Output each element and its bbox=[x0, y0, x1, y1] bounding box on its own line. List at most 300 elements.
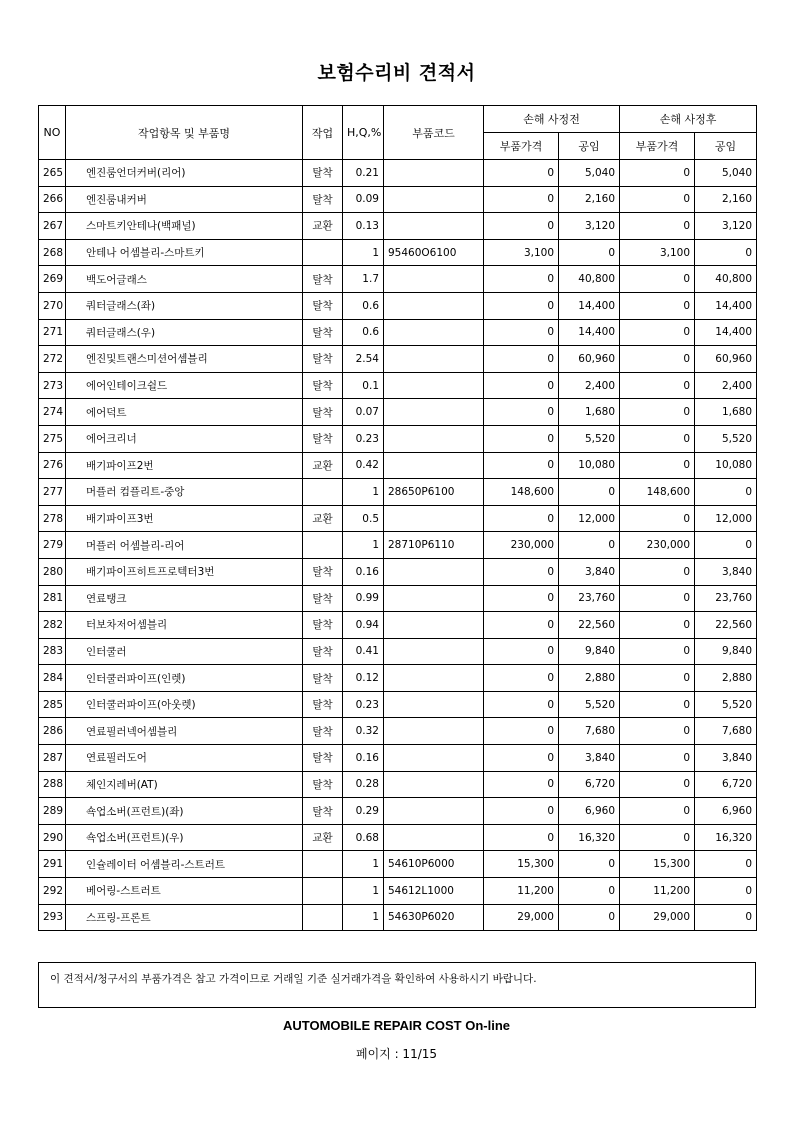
table-row bbox=[39, 904, 757, 931]
table-row bbox=[39, 532, 757, 559]
row-after-part-price: 0 bbox=[620, 425, 695, 452]
row-part-code bbox=[384, 824, 484, 851]
row-item-name: 인슐레이터 어셈블리-스트러트 bbox=[66, 851, 303, 878]
row-after-labor: 1,680 bbox=[695, 399, 757, 426]
row-part-code bbox=[384, 558, 484, 585]
row-no: 290 bbox=[39, 824, 66, 851]
table-row bbox=[39, 266, 757, 293]
row-hq: 1 bbox=[343, 851, 384, 878]
row-no: 267 bbox=[39, 213, 66, 240]
row-after-labor: 0 bbox=[695, 532, 757, 559]
header-after-labor: 공임 bbox=[695, 133, 757, 160]
row-work bbox=[303, 479, 343, 506]
header-work: 작업 bbox=[303, 106, 343, 160]
row-hq: 0.5 bbox=[343, 505, 384, 532]
row-item-name: 에어크리너 bbox=[66, 425, 303, 452]
row-hq: 0.23 bbox=[343, 425, 384, 452]
row-work: 탈착 bbox=[303, 186, 343, 213]
row-item-name: 인터쿨러파이프(아웃렛) bbox=[66, 691, 303, 718]
row-before-part-price: 230,000 bbox=[484, 532, 559, 559]
row-part-code bbox=[384, 798, 484, 825]
row-item-name: 배기파이프히트프로텍터3번 bbox=[66, 558, 303, 585]
table-row bbox=[39, 665, 757, 692]
row-no: 265 bbox=[39, 160, 66, 187]
table-row bbox=[39, 239, 757, 266]
estimate-table bbox=[38, 105, 757, 931]
row-before-labor: 0 bbox=[559, 239, 620, 266]
row-part-code bbox=[384, 452, 484, 479]
row-after-part-price: 0 bbox=[620, 745, 695, 772]
row-after-part-price: 3,100 bbox=[620, 239, 695, 266]
document-title: 보험수리비 견적서 bbox=[317, 62, 476, 84]
row-hq: 0.94 bbox=[343, 612, 384, 639]
row-before-labor: 0 bbox=[559, 878, 620, 905]
row-no: 287 bbox=[39, 745, 66, 772]
row-after-labor: 40,800 bbox=[695, 266, 757, 293]
row-hq: 0.07 bbox=[343, 399, 384, 426]
row-no: 286 bbox=[39, 718, 66, 745]
row-part-code: 28710P6110 bbox=[384, 532, 484, 559]
row-before-part-price: 15,300 bbox=[484, 851, 559, 878]
row-before-part-price: 0 bbox=[484, 452, 559, 479]
row-work: 탈착 bbox=[303, 771, 343, 798]
row-work bbox=[303, 904, 343, 931]
row-before-part-price: 0 bbox=[484, 505, 559, 532]
row-before-part-price: 11,200 bbox=[484, 878, 559, 905]
row-work: 탈착 bbox=[303, 319, 343, 346]
row-no: 289 bbox=[39, 798, 66, 825]
row-work: 교환 bbox=[303, 505, 343, 532]
row-item-name: 쇽업소버(프런트)(우) bbox=[66, 824, 303, 851]
row-hq: 0.12 bbox=[343, 665, 384, 692]
row-item-name: 인터쿨러파이프(인렛) bbox=[66, 665, 303, 692]
header-no: NO bbox=[39, 106, 66, 160]
row-before-part-price: 0 bbox=[484, 585, 559, 612]
row-part-code bbox=[384, 160, 484, 187]
row-after-part-price: 0 bbox=[620, 160, 695, 187]
row-no: 285 bbox=[39, 691, 66, 718]
page-number: 페이지 : 11/15 bbox=[355, 1047, 438, 1061]
row-hq: 0.42 bbox=[343, 452, 384, 479]
table-row bbox=[39, 425, 757, 452]
row-work bbox=[303, 532, 343, 559]
row-part-code bbox=[384, 425, 484, 452]
row-work: 탈착 bbox=[303, 346, 343, 373]
row-before-labor: 0 bbox=[559, 479, 620, 506]
row-item-name: 연료필러도어 bbox=[66, 745, 303, 772]
row-before-part-price: 0 bbox=[484, 213, 559, 240]
row-part-code bbox=[384, 213, 484, 240]
row-no: 280 bbox=[39, 558, 66, 585]
row-after-part-price: 0 bbox=[620, 638, 695, 665]
row-item-name: 스마트키안테나(백패널) bbox=[66, 213, 303, 240]
row-part-code bbox=[384, 346, 484, 373]
row-work: 탈착 bbox=[303, 691, 343, 718]
row-part-code bbox=[384, 691, 484, 718]
table-row bbox=[39, 585, 757, 612]
row-work: 탈착 bbox=[303, 612, 343, 639]
row-part-code: 54630P6020 bbox=[384, 904, 484, 931]
row-item-name: 머플러 컴플리트-중앙 bbox=[66, 479, 303, 506]
row-hq: 0.16 bbox=[343, 745, 384, 772]
row-hq: 1 bbox=[343, 878, 384, 905]
row-item-name: 엔진룸언더커버(리어) bbox=[66, 160, 303, 187]
row-after-labor: 0 bbox=[695, 851, 757, 878]
row-after-labor: 3,840 bbox=[695, 745, 757, 772]
header-before-labor: 공임 bbox=[559, 133, 620, 160]
row-hq: 0.29 bbox=[343, 798, 384, 825]
row-no: 276 bbox=[39, 452, 66, 479]
row-before-labor: 10,080 bbox=[559, 452, 620, 479]
row-part-code bbox=[384, 585, 484, 612]
row-no: 291 bbox=[39, 851, 66, 878]
row-after-part-price: 0 bbox=[620, 585, 695, 612]
row-before-part-price: 0 bbox=[484, 372, 559, 399]
row-item-name: 쿼터글래스(좌) bbox=[66, 292, 303, 319]
row-before-part-price: 0 bbox=[484, 771, 559, 798]
row-after-labor: 0 bbox=[695, 904, 757, 931]
row-after-part-price: 148,600 bbox=[620, 479, 695, 506]
row-part-code: 54612L1000 bbox=[384, 878, 484, 905]
row-no: 272 bbox=[39, 346, 66, 373]
row-work: 탈착 bbox=[303, 798, 343, 825]
row-before-part-price: 29,000 bbox=[484, 904, 559, 931]
row-after-labor: 10,080 bbox=[695, 452, 757, 479]
table-row bbox=[39, 745, 757, 772]
row-after-part-price: 0 bbox=[620, 452, 695, 479]
row-after-labor: 16,320 bbox=[695, 824, 757, 851]
row-after-labor: 22,560 bbox=[695, 612, 757, 639]
row-after-labor: 2,160 bbox=[695, 186, 757, 213]
row-part-code bbox=[384, 399, 484, 426]
row-item-name: 에어덕트 bbox=[66, 399, 303, 426]
row-item-name: 배기파이프3번 bbox=[66, 505, 303, 532]
row-before-part-price: 0 bbox=[484, 346, 559, 373]
table-row bbox=[39, 186, 757, 213]
header-hq: H,Q,% bbox=[343, 106, 384, 160]
row-work: 탈착 bbox=[303, 665, 343, 692]
row-before-labor: 5,520 bbox=[559, 691, 620, 718]
row-after-labor: 14,400 bbox=[695, 292, 757, 319]
row-before-labor: 0 bbox=[559, 851, 620, 878]
row-no: 275 bbox=[39, 425, 66, 452]
row-before-labor: 22,560 bbox=[559, 612, 620, 639]
row-before-labor: 5,520 bbox=[559, 425, 620, 452]
row-no: 270 bbox=[39, 292, 66, 319]
row-hq: 0.68 bbox=[343, 824, 384, 851]
table-row bbox=[39, 851, 757, 878]
row-after-labor: 6,720 bbox=[695, 771, 757, 798]
table-header bbox=[39, 106, 757, 160]
row-no: 284 bbox=[39, 665, 66, 692]
row-after-labor: 2,880 bbox=[695, 665, 757, 692]
row-before-part-price: 0 bbox=[484, 186, 559, 213]
row-no: 269 bbox=[39, 266, 66, 293]
row-no: 271 bbox=[39, 319, 66, 346]
row-hq: 0.09 bbox=[343, 186, 384, 213]
row-item-name: 연료필러넥어셈블리 bbox=[66, 718, 303, 745]
row-work: 탈착 bbox=[303, 266, 343, 293]
row-before-labor: 6,720 bbox=[559, 771, 620, 798]
table-row bbox=[39, 771, 757, 798]
row-before-part-price: 0 bbox=[484, 718, 559, 745]
row-no: 278 bbox=[39, 505, 66, 532]
row-item-name: 쇽업소버(프런트)(좌) bbox=[66, 798, 303, 825]
row-after-part-price: 0 bbox=[620, 612, 695, 639]
row-after-part-price: 0 bbox=[620, 771, 695, 798]
row-before-labor: 0 bbox=[559, 532, 620, 559]
row-after-labor: 14,400 bbox=[695, 319, 757, 346]
row-after-labor: 23,760 bbox=[695, 585, 757, 612]
row-item-name: 연료탱크 bbox=[66, 585, 303, 612]
row-before-labor: 12,000 bbox=[559, 505, 620, 532]
table-row bbox=[39, 612, 757, 639]
table-row bbox=[39, 399, 757, 426]
row-before-part-price: 0 bbox=[484, 745, 559, 772]
table-row bbox=[39, 213, 757, 240]
row-after-part-price: 15,300 bbox=[620, 851, 695, 878]
row-before-part-price: 0 bbox=[484, 665, 559, 692]
row-hq: 2.54 bbox=[343, 346, 384, 373]
row-after-labor: 6,960 bbox=[695, 798, 757, 825]
row-after-part-price: 11,200 bbox=[620, 878, 695, 905]
row-before-part-price: 0 bbox=[484, 638, 559, 665]
row-after-part-price: 0 bbox=[620, 186, 695, 213]
row-item-name: 쿼터글래스(우) bbox=[66, 319, 303, 346]
row-no: 281 bbox=[39, 585, 66, 612]
row-before-part-price: 0 bbox=[484, 824, 559, 851]
row-no: 279 bbox=[39, 532, 66, 559]
row-before-part-price: 3,100 bbox=[484, 239, 559, 266]
row-before-part-price: 0 bbox=[484, 399, 559, 426]
table-row bbox=[39, 558, 757, 585]
notice-text: 이 견적서/청구서의 부품가격은 참고 가격이므로 거래일 기준 실거래가격을 확인하여 사용하시기 바랍니다. bbox=[50, 973, 537, 985]
row-hq: 0.28 bbox=[343, 771, 384, 798]
row-item-name: 인터쿨러 bbox=[66, 638, 303, 665]
row-after-part-price: 0 bbox=[620, 824, 695, 851]
row-part-code: 54610P6000 bbox=[384, 851, 484, 878]
row-item-name: 배기파이프2번 bbox=[66, 452, 303, 479]
row-before-labor: 3,840 bbox=[559, 558, 620, 585]
row-hq: 0.1 bbox=[343, 372, 384, 399]
table-row bbox=[39, 319, 757, 346]
header-code: 부품코드 bbox=[384, 106, 484, 160]
row-after-labor: 2,400 bbox=[695, 372, 757, 399]
row-work bbox=[303, 878, 343, 905]
row-hq: 1 bbox=[343, 479, 384, 506]
row-before-part-price: 148,600 bbox=[484, 479, 559, 506]
row-before-labor: 6,960 bbox=[559, 798, 620, 825]
row-item-name: 엔진및트랜스미션어셈블리 bbox=[66, 346, 303, 373]
row-no: 268 bbox=[39, 239, 66, 266]
row-work: 탈착 bbox=[303, 425, 343, 452]
row-item-name: 베어링-스트러트 bbox=[66, 878, 303, 905]
row-part-code bbox=[384, 292, 484, 319]
row-after-labor: 3,840 bbox=[695, 558, 757, 585]
row-after-part-price: 0 bbox=[620, 372, 695, 399]
row-before-labor: 14,400 bbox=[559, 319, 620, 346]
row-before-labor: 14,400 bbox=[559, 292, 620, 319]
row-item-name: 백도어글래스 bbox=[66, 266, 303, 293]
row-before-part-price: 0 bbox=[484, 798, 559, 825]
header-item: 작업항목 및 부품명 bbox=[66, 106, 303, 160]
row-before-labor: 2,160 bbox=[559, 186, 620, 213]
notice-box bbox=[38, 962, 756, 1008]
row-hq: 0.21 bbox=[343, 160, 384, 187]
row-work: 교환 bbox=[303, 452, 343, 479]
row-part-code bbox=[384, 745, 484, 772]
header-after: 손해 사정후 bbox=[620, 106, 757, 133]
row-work: 탈착 bbox=[303, 399, 343, 426]
row-after-labor: 12,000 bbox=[695, 505, 757, 532]
table-row bbox=[39, 452, 757, 479]
row-work: 탈착 bbox=[303, 160, 343, 187]
row-before-labor: 1,680 bbox=[559, 399, 620, 426]
footer-brand: AUTOMOBILE REPAIR COST On-line bbox=[282, 1018, 511, 1033]
row-item-name: 엔진룸내커버 bbox=[66, 186, 303, 213]
row-part-code bbox=[384, 266, 484, 293]
row-work bbox=[303, 239, 343, 266]
row-before-labor: 40,800 bbox=[559, 266, 620, 293]
row-part-code bbox=[384, 372, 484, 399]
table-row bbox=[39, 718, 757, 745]
row-no: 266 bbox=[39, 186, 66, 213]
row-after-labor: 0 bbox=[695, 878, 757, 905]
row-after-labor: 5,520 bbox=[695, 425, 757, 452]
row-part-code bbox=[384, 319, 484, 346]
row-part-code bbox=[384, 612, 484, 639]
table-row bbox=[39, 160, 757, 187]
row-work: 교환 bbox=[303, 213, 343, 240]
row-no: 293 bbox=[39, 904, 66, 931]
row-hq: 0.99 bbox=[343, 585, 384, 612]
row-hq: 1 bbox=[343, 904, 384, 931]
row-work: 교환 bbox=[303, 824, 343, 851]
row-after-labor: 60,960 bbox=[695, 346, 757, 373]
row-after-labor: 3,120 bbox=[695, 213, 757, 240]
row-part-code: 28650P6100 bbox=[384, 479, 484, 506]
row-hq: 0.16 bbox=[343, 558, 384, 585]
row-after-part-price: 0 bbox=[620, 319, 695, 346]
row-part-code bbox=[384, 718, 484, 745]
row-after-part-price: 0 bbox=[620, 718, 695, 745]
row-item-name: 체인지레버(AT) bbox=[66, 771, 303, 798]
row-no: 282 bbox=[39, 612, 66, 639]
header-before-part-price: 부품가격 bbox=[484, 133, 559, 160]
header-before: 손해 사정전 bbox=[484, 106, 620, 133]
row-before-part-price: 0 bbox=[484, 612, 559, 639]
row-hq: 0.41 bbox=[343, 638, 384, 665]
row-before-part-price: 0 bbox=[484, 160, 559, 187]
row-before-labor: 3,840 bbox=[559, 745, 620, 772]
table-row bbox=[39, 798, 757, 825]
row-work: 탈착 bbox=[303, 638, 343, 665]
row-hq: 0.13 bbox=[343, 213, 384, 240]
row-before-labor: 2,400 bbox=[559, 372, 620, 399]
row-before-labor: 7,680 bbox=[559, 718, 620, 745]
row-item-name: 스프링-프론트 bbox=[66, 904, 303, 931]
table-row bbox=[39, 479, 757, 506]
row-part-code bbox=[384, 505, 484, 532]
row-after-part-price: 0 bbox=[620, 665, 695, 692]
row-work: 탈착 bbox=[303, 372, 343, 399]
row-before-part-price: 0 bbox=[484, 691, 559, 718]
table-row bbox=[39, 372, 757, 399]
row-part-code bbox=[384, 665, 484, 692]
row-hq: 0.6 bbox=[343, 319, 384, 346]
row-before-labor: 16,320 bbox=[559, 824, 620, 851]
table-row bbox=[39, 878, 757, 905]
row-before-labor: 60,960 bbox=[559, 346, 620, 373]
row-no: 292 bbox=[39, 878, 66, 905]
row-part-code bbox=[384, 638, 484, 665]
row-item-name: 머플러 어셈블리-리어 bbox=[66, 532, 303, 559]
row-before-labor: 0 bbox=[559, 904, 620, 931]
row-after-part-price: 0 bbox=[620, 399, 695, 426]
row-work: 탈착 bbox=[303, 718, 343, 745]
row-after-part-price: 0 bbox=[620, 691, 695, 718]
row-part-code bbox=[384, 186, 484, 213]
row-before-part-price: 0 bbox=[484, 558, 559, 585]
row-item-name: 터보차저어셈블리 bbox=[66, 612, 303, 639]
row-no: 288 bbox=[39, 771, 66, 798]
table-row bbox=[39, 691, 757, 718]
row-after-labor: 0 bbox=[695, 479, 757, 506]
row-before-part-price: 0 bbox=[484, 292, 559, 319]
row-hq: 0.32 bbox=[343, 718, 384, 745]
row-after-part-price: 0 bbox=[620, 213, 695, 240]
row-hq: 1.7 bbox=[343, 266, 384, 293]
row-before-labor: 2,880 bbox=[559, 665, 620, 692]
row-before-labor: 3,120 bbox=[559, 213, 620, 240]
row-no: 277 bbox=[39, 479, 66, 506]
table-row bbox=[39, 824, 757, 851]
row-after-part-price: 0 bbox=[620, 346, 695, 373]
row-hq: 0.6 bbox=[343, 292, 384, 319]
row-after-labor: 5,520 bbox=[695, 691, 757, 718]
row-after-labor: 9,840 bbox=[695, 638, 757, 665]
row-before-part-price: 0 bbox=[484, 319, 559, 346]
row-hq: 1 bbox=[343, 239, 384, 266]
row-item-name: 안테나 어셈블리-스마트키 bbox=[66, 239, 303, 266]
row-after-labor: 0 bbox=[695, 239, 757, 266]
table-row bbox=[39, 346, 757, 373]
row-after-labor: 7,680 bbox=[695, 718, 757, 745]
row-work bbox=[303, 851, 343, 878]
row-no: 273 bbox=[39, 372, 66, 399]
row-after-part-price: 29,000 bbox=[620, 904, 695, 931]
row-work: 탈착 bbox=[303, 292, 343, 319]
table-row bbox=[39, 638, 757, 665]
row-no: 274 bbox=[39, 399, 66, 426]
row-before-labor: 9,840 bbox=[559, 638, 620, 665]
row-after-part-price: 230,000 bbox=[620, 532, 695, 559]
table-body bbox=[39, 160, 757, 931]
row-after-part-price: 0 bbox=[620, 292, 695, 319]
row-work: 탈착 bbox=[303, 585, 343, 612]
row-work: 탈착 bbox=[303, 745, 343, 772]
table-row bbox=[39, 292, 757, 319]
row-hq: 0.23 bbox=[343, 691, 384, 718]
row-part-code bbox=[384, 771, 484, 798]
row-after-part-price: 0 bbox=[620, 266, 695, 293]
row-before-part-price: 0 bbox=[484, 266, 559, 293]
row-no: 283 bbox=[39, 638, 66, 665]
header-after-part-price: 부품가격 bbox=[620, 133, 695, 160]
table-row bbox=[39, 505, 757, 532]
row-work: 탈착 bbox=[303, 558, 343, 585]
row-part-code: 95460O6100 bbox=[384, 239, 484, 266]
